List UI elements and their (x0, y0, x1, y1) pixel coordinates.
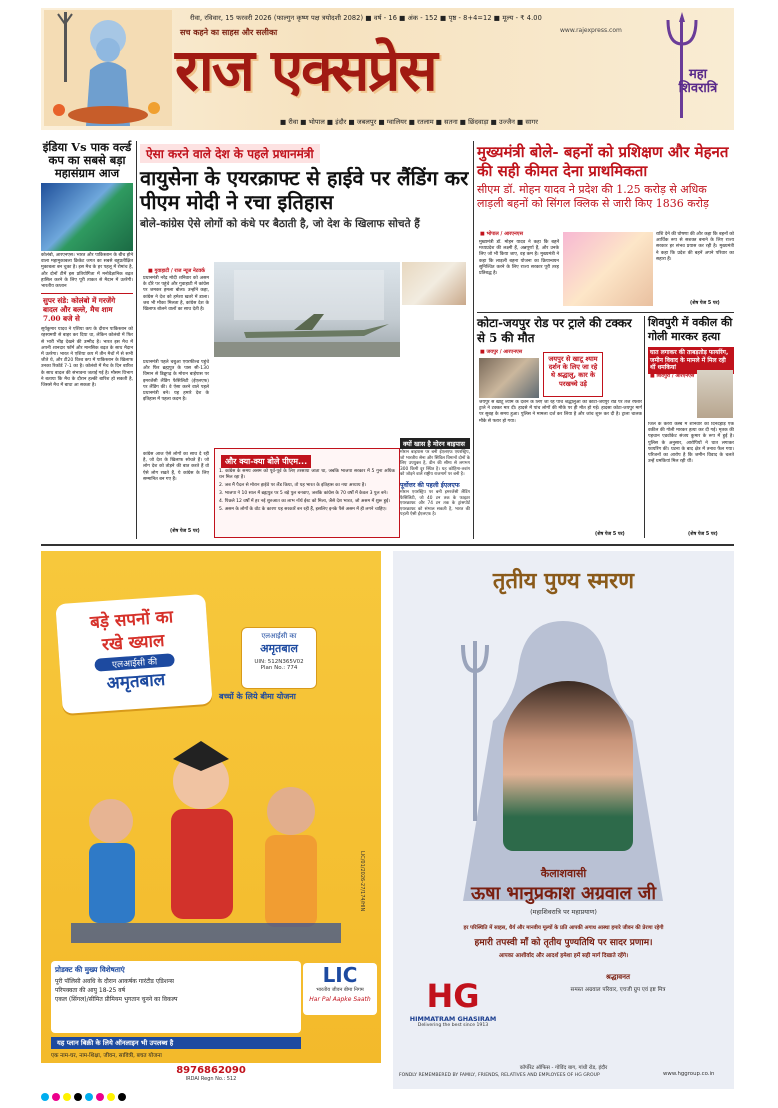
pm-quote-5: 5. असम के लोगों के वोट के कारण यह सरकारें बन रही हैं, इसलिए इनके पैसे असम में ही लगने चाहिए। (219, 507, 387, 512)
aircraft-photo (214, 262, 400, 357)
lic-subtitle: बच्चों के लिये बीमा योजना (219, 692, 296, 701)
family-list (513, 973, 723, 993)
lic-plan: Plan No.: 774 (260, 665, 298, 671)
lic-tagline: Har Pal Aapke Saath (309, 996, 371, 1003)
lic-feature-1: पूरी पॉलिसी अवधि के दौरान आकर्षक गारंटीड एडिशन्स (55, 978, 174, 985)
hg-monogram-icon: HG (426, 977, 480, 1015)
super-sunday-headline: सुपर संडे: कोलंबो में गरजेंगे बादल और बल्ले, मैच शाम 7.00 बजे से (41, 293, 133, 325)
lic-advertisement[interactable] (41, 551, 381, 1089)
pm-quotes-title: और क्या-क्या बोले पीएम... (221, 455, 311, 468)
lic-product: अमृतबाल (260, 642, 298, 655)
moran-text-2: मोरान एयरस्ट्रिप पर बनी इमरजेंसी लैंडिंग फैसिलिटी, जो 40 टन तक के फाइटर एयरक्राफ्ट और 74 टन तक के ट्रांसपोर्ट एयरक्राफ्ट को संभाल सकती है, भारत की पहली ऐसी ईएलएफ है। (400, 489, 470, 518)
pm-photo (402, 262, 466, 305)
pm-quotes-box (214, 448, 400, 538)
cm-deck: सीएम डॉ. मोहन यादव ने प्रदेश की 1.25 करोड़ से अधिक लाड़ली बहनों को सिंगल क्लिक से जारी किए 1836 करोड़ (477, 183, 709, 210)
left-story-2: सूर्यकुमार यादव ने एशिया कप के दौरान पाकिस्तान को रहस्यमयी से बाहर कर दिया था, लेकिन कोलंबो में फिर से भारी भीड़ देखने की उम्मीद है। भारत इस मैच में अपनी शानदार फॉर्म और मानसिक बढ़त के साथ मैदान में उतरेगा। भारत ने एशिया कप में तीन मैचों में से सभी जीते थे, और टी20 विश्व कप में पाकिस्तान के खिलाफ उनका रिकॉर्ड 7-1 का है। कोलंबो में मैच के दिन बारिश के साथ बादल की संभावना जताई गई है। मौसम विभाग ने बताया कि मैच के दौरान हल्की बारिश हो सकती है, जिससे मैच में बाधा आ सकता है। (41, 327, 133, 389)
kota-text: जयपुर से खाटू श्याम के दर्शन के लिए जा रहे पांच श्रद्धालुओं को कोटा-जयपुर रोड पर तेज रफ्तार ट्राले ने टक्कर मार दी। हादसे में पांच लोगों की मौके पर ही मौत हो गई। हादसा कोटा-जयपुर मार्ग पर सुबह के समय हुआ। पुलिस ने मामला दर्ज कर लिया है और जांच शुरू कर दी है। ट्राला चालक मौके से फरार हो गया। (479, 400, 642, 424)
kota-byline: ■ जयपुर / आरएनएस (480, 349, 523, 355)
lic-logo-box (303, 963, 377, 1015)
hg-logo (403, 969, 503, 1059)
hg-brand: HIMMATRAM GHASIRAM (409, 1015, 497, 1023)
moran-panel (400, 438, 470, 538)
lead-headline: वायुसेना के एयरक्राफ्ट से हाईवे पर लैंडिंग कर पीएम मोदी ने रचा इतिहास (140, 166, 469, 214)
tribute-address: कॉर्पोरेट ऑफिस - गोविंद बाग, गांधी रोड, इंदौर (519, 1065, 608, 1071)
tribute-line-3: आपका आशीर्वाद और आदर्श हमेशा हमें सही मार्ग दिखाते रहेंगे। (498, 953, 629, 959)
cricket-photo (41, 183, 133, 251)
cm-para-2: राशि देने की घोषणा की और कहा कि बहनों को आर्थिक रूप से सशक्त बनाने के लिए राज्य सरकार हर संभव प्रयास कर रही है। मुख्यमंत्री ने कहा कि प्रदेश की बहनें अपने परिवार का सहारा हैं। (656, 232, 734, 262)
tribute-name: ऊषा भानुप्रकाश अग्रवाल जी (470, 883, 657, 904)
children-illustration (51, 711, 361, 961)
lic-slogan-card (55, 594, 212, 714)
portrait-photo (503, 681, 633, 851)
tribute-footer: FONDLY REMEMBERED BY FAMILY, FRIENDS, RELATIVES AND EMPLOYEES OF HG GROUP (399, 1073, 600, 1078)
left-headline: इंडिया Vs पाक वर्ल्ड कप का सबसे बड़ा महासंग्राम आज (42, 140, 132, 180)
print-registration-marks (41, 1092, 734, 1102)
cm-headline-text: मुख्यमंत्री बोले- बहनों को प्रशिक्षण और मेहनत की सही कीमत देना प्राथमिकता (477, 143, 729, 180)
left-story-1: कोलंबो, आरएनएस। भारत और पाकिस्तान के बीच होने वाला महामुकाबला क्रिकेट जगत का सबसे बहुप्रतीक्षित मुकाबला बन चुका है। इस मैच के हर पहलू में रोमांच है, और दोनों टीमें इस प्रतियोगिता में मनोवैज्ञानिक बढ़त हासिल करने के लिए पूरी ताकत से मैदान में उतरेंगी। भारतीय कप्तान (41, 253, 133, 290)
moran-text: मोरान बाइपास पर बनी ईएलएफ एयरस्ट्रिप, जो भारतीय सेना और सिविल विमानों दोनों के लिए उपयुक्त है, डीन की सीमा से लगभग 300 किमी दूर स्थित है। यह कोहिमा-तवांग को जोड़ने वाले राष्ट्रीय राजमार्ग पर बनी है। (400, 450, 470, 478)
moran-title: क्यों खास है मोरन बाइपास (400, 438, 470, 449)
lead-para-3: प्रधानमंत्री पहले चबुआ एयरफील्ड पहुंचे और फिर ब्रह्मपुत्र के पास सी-130 विमान से डिब्रूगढ़ के मोरान बाईपास पर इमरजेंसी लैंडिंग फैसिलिटी (ईएलएफ) पर लैंडिंग की। वे ऐसा करने वाले पहले प्रधानमंत्री बने। यह हमारे देश के इतिहास में पहला कदम है। (143, 360, 209, 403)
photo-caption-area (214, 360, 400, 444)
lic-features-box (51, 961, 301, 1033)
lead-para-1: प्रधानमंत्री नरेंद्र मोदी शनिवार को असम के दौरे पर पहुंचे और गुवाहाटी में कांग्रेस पर जमकर हमला बोला। उन्होंने कहा, कांग्रेस ने देश को हमेशा खतरे में डाला। जब भी मौका मिलता है, कांग्रेस देश के खिलाफ बोलने वालों का साथ देती है। (143, 276, 209, 313)
crash-photo (479, 358, 539, 398)
lic-product-top: एलआईसी का (261, 632, 297, 640)
shivpuri-text: जिले के करैरा कस्बे में शनिवार को दिनदहाड़े एक वकील की गोली मारकर हत्या कर दी गई। मृतक की पहचान एडवोकेट संजय कुमार के रूप में हुई है। पुलिस के अनुसार, आरोपियों ने घात लगाकर फायरिंग की। घटना के बाद क्षेत्र में तनाव फैल गया। परिजनों का आरोप है कि जमीन विवाद के चलते उन्हें धमकियां मिल रही थीं। (648, 422, 734, 465)
cm-para-1: मुख्यमंत्री डॉ. मोहन यादव ने कहा कि बहनें मध्यप्रदेश की लक्ष्मी हैं, अन्नपूर्णा हैं, और उनके लिए जो भी किया जाए, वह कम है। मुख्यमंत्री ने कहा कि लाड़ली बहना योजना का क्रियान्वयन सुनिश्चित करने के लिए राज्य सरकार पूरी तरह प्रतिबद्ध है। (479, 240, 559, 277)
website[interactable]: www.rajexpress.com (560, 27, 622, 34)
column-rule (644, 316, 645, 538)
lic-online-banner: यह प्लान बिक्री के लिये ऑनलाइन भी उपलब्ध है (51, 1037, 301, 1049)
family-names: समस्त अग्रवाल परिवार, एचजी ग्रुप एवं इष्ट मित्र (570, 987, 666, 993)
lic-line-3: एलआईसी की (94, 653, 175, 672)
tribute-advertisement (393, 551, 734, 1089)
lic-code: LIC/01/2026-27/174/HIN (359, 851, 365, 912)
lic-line-4: अमृतबाल (106, 669, 166, 694)
lic-logo: LIC (322, 963, 358, 987)
lead-byline: ■ गुवाहाटी / राज न्यूज नेटवर्क (148, 268, 205, 274)
lead-para-2: कांग्रेस आज ऐसे लोगों का साथ दे रही है, जो देश के खिलाफ सोचते हैं। जो लोग देश को तोड़ने की बात करते हैं वो ऐसे लोग रखते हैं, ये कांग्रेस के लिए सम्मानित बन गए हैं। (143, 452, 209, 482)
lic-product-card (241, 627, 317, 689)
tribute-line-2: हमारी तपस्वी माँ को तृतीय पुण्यतिथि पर सादर प्रणाम। (474, 938, 653, 948)
shiva-illustration (44, 10, 172, 126)
lead-deck: बोले-कांग्रेस ऐसे लोगों को कंधे पर बैठाती है, जो देश के खिलाफ सोचते हैं (140, 218, 420, 230)
pm-quote-4: 4. पिछले 12 वर्षों में हर नई शुरुआत का लाभ नॉर्थ ईस्ट को मिला, जैसे देश भारत, जो असम में शुरू हुई। (219, 499, 390, 504)
page-rule (41, 544, 734, 546)
family-title: श्रद्धावनत (605, 973, 631, 981)
lic-feature-3: एकल (सिंगल)/सीमित प्रीमियम भुगतान चुनने का विकल्प (55, 996, 178, 1003)
lic-bottom-text: एक नाम-घर, नाम-शिक्षा, जीवन, सावित्री, बचत योजना (51, 1053, 162, 1059)
row-rule (477, 312, 734, 313)
moran-subtitle: पूर्वोत्तर की पहली ईएलएफ (400, 481, 460, 489)
tribute-title: तृतीय पुण्य स्मरण (492, 568, 635, 594)
pm-quote-1: 1. कांग्रेस के समय असम को पूर्व-पूर्व के लिए तरसाया जाता था, जबकि भाजपा सरकार में 5 गुना अधिक धन मिल रहा है। (219, 469, 395, 480)
shivratri-title: महा शिवरात्रि (678, 67, 718, 96)
kota-headline: कोटा-जयपुर रोड पर ट्राले की टक्कर से 5 की मौत (477, 316, 632, 345)
shivpuri-byline: ■ शिवपुरी / आरएनएस (650, 373, 695, 379)
cm-headline (477, 143, 734, 181)
column-rule (473, 141, 474, 539)
hg-brand-sub: Delivering the best since 1913 (417, 1023, 489, 1028)
lead-continued: (शेष पेज 5 पर) (170, 529, 200, 534)
tribute-site[interactable]: www.hggroup.co.in (663, 1071, 715, 1077)
tribute-date: (महाशिवरात्रि पर महाप्रयाण) (530, 908, 597, 916)
kota-pull-quote: जयपुर से खाटू श्याम दर्शन के लिए जा रहे थे श्रद्धालु, कार के परखच्चे उड़े (543, 352, 603, 397)
tribute-prefix: कैलाशवासी (540, 867, 587, 880)
lic-line-1: बड़े सपनों का (89, 607, 174, 633)
newspaper-logo: राज एक्सप्रेस (175, 36, 436, 104)
lawyer-photo (697, 370, 733, 418)
tribute-line-1: हर परिस्थिति में साहस, धैर्य और मानवीय मूल्यों के प्रति आपकी अगाध आस्था हमारे जीवन की प्रेरणा रहेगी (463, 925, 664, 931)
shivpuri-deck: घात लगाकर की ताबड़तोड़ फायरिंग, जमीन विवाद के मामले में मिल रही थीं धमकियां (648, 347, 734, 374)
lic-footer (41, 1063, 381, 1089)
pm-quote-3: 3. भाजपा ने 10 साल में ब्रह्मपुत्र पर 5 बड़े पुल बनवाए, जबकि कांग्रेस के 70 वर्षों में केवल 3 पुल बने। (219, 491, 388, 496)
kicker: ऐसा करने वाले देश के पहले प्रधानमंत्री (140, 144, 320, 163)
lic-phone[interactable]: 8976862090 (176, 1065, 246, 1076)
left-column (41, 141, 133, 389)
kota-continued: (शेष पेज 5 पर) (595, 532, 625, 537)
center-story (140, 143, 470, 231)
column-rule (136, 141, 137, 539)
pm-quote-2: 2. जब मैं पैदल से मोरान हाईवे पर लैंड किया, तो यह भारत के इतिहास का नया अध्याय है। (219, 483, 366, 488)
lic-uin: UIN: 512N365V02 (254, 659, 304, 665)
shivpuri-continued: (शेष पेज 5 पर) (688, 532, 718, 537)
dateline: रीवा, रविवार, 15 फरवरी 2026 (फाल्गुन कृष्ण पक्ष त्रयोदशी 2082) ■ वर्ष - 16 ■ अंक - 152 ■ पृष्ठ - 8+4=12 ■ मूल्य - ₹ 4.00 (190, 14, 542, 22)
lic-feature-2: परिपक्वता की आयु 18-25 वर्ष (55, 987, 126, 994)
lic-logo-sub: भारतीय जीवन बीमा निगम (316, 987, 364, 993)
cm-photo (563, 232, 653, 306)
cm-continued: (शेष पेज 5 पर) (690, 301, 720, 306)
cm-byline: ■ भोपाल / आरएनएस (480, 231, 523, 237)
cm-story (477, 143, 734, 211)
shivpuri-headline: शिवपुरी में वकील की गोली मारकर हत्या (648, 316, 733, 343)
lic-line-2: रखे ख्याल (101, 630, 166, 656)
lic-features-title: प्रोडक्ट की मुख्य विशेषताएं (55, 965, 125, 974)
city-editions: ■ रीवा ■ भोपाल ■ इंदौर ■ जबलपुर ■ ग्वालियर ■ रतलाम ■ सतना ■ छिंदवाड़ा ■ उज्जैन ■ सागर (280, 118, 538, 126)
tagline: सच कहने का साहस और सलीका (180, 28, 278, 37)
lic-reg: IRDAI Regn No.: 512 (185, 1076, 237, 1082)
